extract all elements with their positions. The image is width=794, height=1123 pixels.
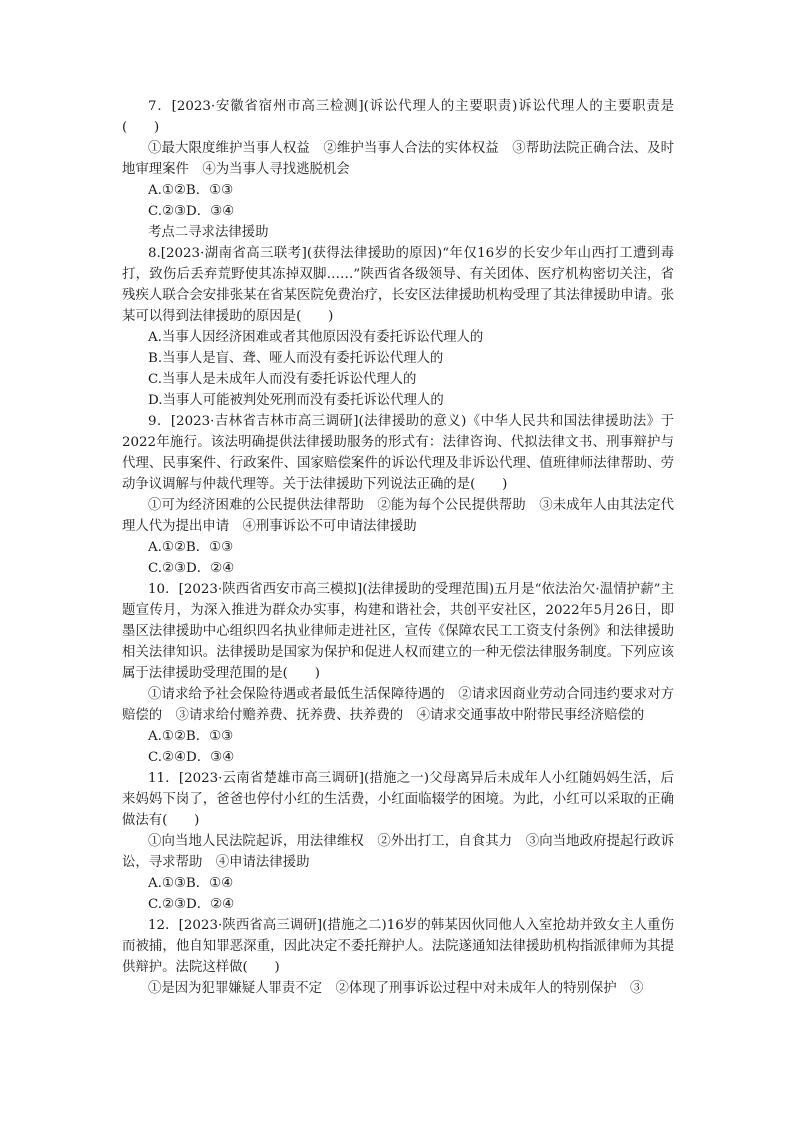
question-8-option-d: D.当事人可能被判处死刑而没有委托诉讼代理人的 <box>148 393 444 408</box>
question-7-stem: 7．[2023·安徽省宿州市高三检测](诉讼代理人的主要职责)诉讼代理人的主要职责是( ) <box>122 99 674 135</box>
question-11-stem: 11．[2023·云南省楚雄市高三调研](措施之一)父母离异后未成年人小红随妈妈生活，后来妈妈下岗了，爸爸也停付小红的生活费，小红面临辍学的困境。为此，小红可以采取的正确做法有( ) <box>122 771 674 828</box>
question-8-stem: 8.[2023·湖南省高三联考](获得法律援助的原因)“年仅16岁的长安少年山西打工遭到毒打，致伤后丢弃荒野使其冻掉双脚……”陕西省各级领导、有关团体、医疗机构密切关注，省残疾人联合会安排张某在省某医院免费治疗，长安区法律援助机构受理了其法律援助申请。张某可以得到法律援助的原因是( ) <box>122 246 674 324</box>
section-heading: 考点二寻求法律援助 <box>148 225 269 240</box>
question-10-statements: ①请求给予社会保险待遇或者最低生活保障待遇的 ②请求因商业劳动合同违约要求对方赔偿的 ③请求给付赡养费、抚养费、扶养费的 ④请求交通事故中附带民事经济赔偿的 <box>122 687 674 723</box>
question-11-option-cd: C.②③D．②④ <box>148 897 235 912</box>
question-8-option-b: B.当事人是盲、聋、哑人而没有委托诉讼代理人的 <box>148 351 444 366</box>
question-7-option-cd: C.②③D．③④ <box>148 204 235 219</box>
question-9-stem: 9．[2023·吉林省吉林市高三调研](法律援助的意义)《中华人民共和国法律援助法》于2022年施行。该法明确提供法律援助服务的形式有：法律咨询、代拟法律文书、刑事辩护与代理、民事案件、行政案件、国家赔偿案件的诉讼代理及非诉讼代理、值班律师法律帮助、劳动争议调解与仲裁代理等。关于法律援助下列说法正确的是( ) <box>122 414 674 492</box>
question-7-option-ab: A.①②B．①③ <box>148 183 234 198</box>
question-9-option-ab: A.①②B．①③ <box>148 540 234 555</box>
question-7-statements: ①最大限度维护当事人权益 ②维护当事人合法的实体权益 ③帮助法院正确合法、及时地审理案件 ④为当事人寻找逃脱机会 <box>122 141 674 177</box>
question-11-statements: ①向当地人民法院起诉，用法律维权 ②外出打工，自食其力 ③向当地政府提起行政诉讼，寻求帮助 ④申请法律援助 <box>122 834 674 870</box>
question-12-stem: 12．[2023·陕西省高三调研](措施之二)16岁的韩某因伙同他人入室抢劫并致女主人重伤而被捕，他自知罪恶深重，因此决定不委托辩护人。法院遂通知法律援助机构指派律师为其提供辩护。法院这样做( ) <box>122 918 674 975</box>
question-9-statements: ①可为经济困难的公民提供法律帮助 ②能为每个公民提供帮助 ③未成年人由其法定代理人代为提出申请 ④刑事诉讼不可申请法律援助 <box>122 498 674 534</box>
document-page <box>122 96 674 999</box>
question-12-statements: ①是因为犯罪嫌疑人罪责不定 ②体现了刑事诉讼过程中对未成年人的特别保护 ③ <box>148 981 644 996</box>
question-10-option-cd: C.②④D．③④ <box>148 750 235 765</box>
question-11-option-ab: A.①③B．①④ <box>148 876 234 891</box>
question-10-option-ab: A.①②B．①③ <box>148 729 234 744</box>
question-9-option-cd: C.②③D．②④ <box>148 561 235 576</box>
question-10-stem: 10．[2023·陕西省西安市高三模拟](法律援助的受理范围)五月是“依法治欠·温情护薪”主题宣传月，为深入推进为群众办实事，构建和谐社会，共创平安社区，2022年5月26日，即墨区法律援助中心组织四名执业律师走进社区，宣传《保障农民工工资支付条例》和法律援助相关法律知识。法律援助是国家为保护和促进人权而建立的一种无偿法律服务制度。下列应该属于法律援助受理范围的是( ) <box>122 582 674 681</box>
question-8-option-a: A.当事人因经济困难或者其他原因没有委托诉讼代理人的 <box>148 330 484 345</box>
question-8-option-c: C.当事人是未成年人而没有委托诉讼代理人的 <box>148 372 417 387</box>
